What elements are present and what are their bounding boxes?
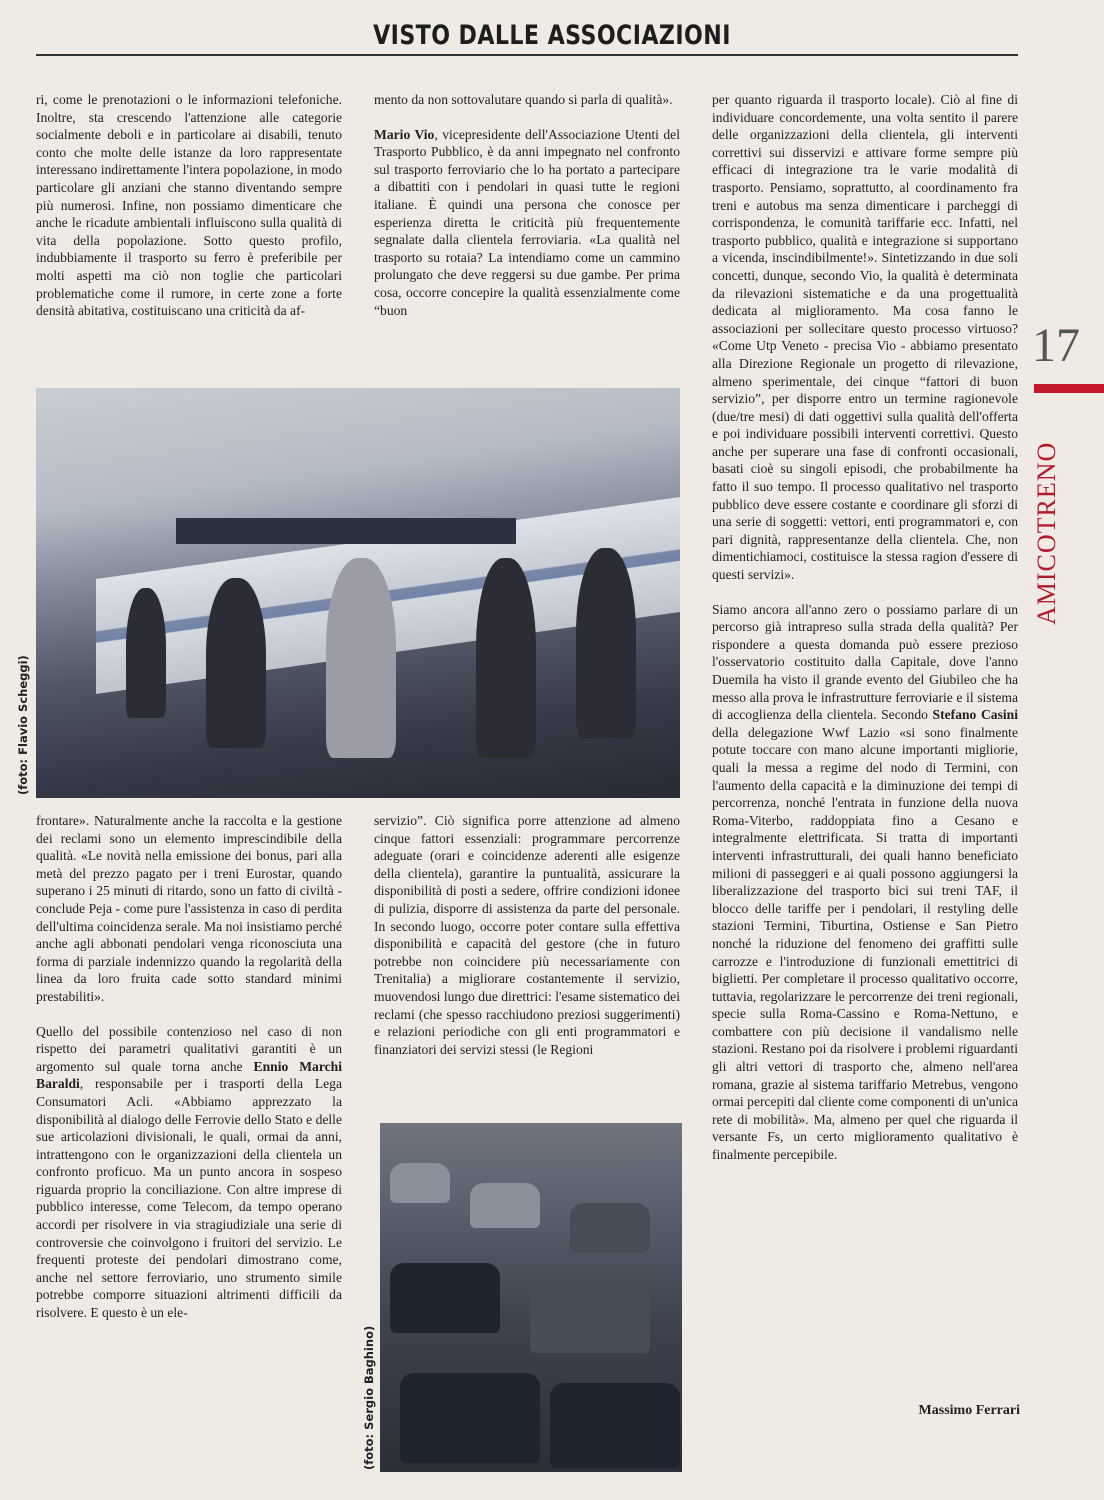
page-header-title: VISTO DALLE ASSOCIAZIONI [373, 20, 731, 51]
person-name: Stefano Casini [932, 707, 1018, 723]
car [570, 1203, 650, 1253]
column-1-top [36, 91, 342, 320]
paragraph: mento da non sottovalutare quando si parla di qualità». [374, 92, 673, 107]
photo-credit-traffic: (foto: Sergio Baghino) [362, 1325, 376, 1470]
passenger [326, 558, 396, 758]
person-name: Ennio Marchi Baraldi [36, 1058, 342, 1092]
train-window [176, 518, 516, 544]
paragraph [36, 1023, 342, 1322]
car [390, 1163, 450, 1203]
column-1-bottom [36, 812, 342, 1322]
passenger [126, 588, 166, 718]
paragraph-text: , responsabile per i trasporti della Lega Consumatori Acli. «Abbiamo apprezzato la disponibilità al dialogo delle Ferrovie dello Stato e delle sue articolazioni divisionali, le quali, ormai da anni, intrattengono con le organizzazioni della clientela un confronto proficuo. Ma un punto ancora in sospeso riguarda proprio la conciliazione. Con altre imprese di pubblico interesse, come Telecom, da tempo operano accordi per risolvere in via stragiudiziale una serie di controversie che coinvolgono i fruitori del servizio. Le frequenti proteste dei pendolari dimostrano come, anche nel settore ferroviario, uno strumento simile potrebbe comporre situazioni altrimenti difficili da risolvere. E questo è un ele- [36, 1076, 342, 1321]
train-photo [36, 388, 680, 798]
paragraph-text: Quello del possibile contenzioso nel caso di non rispetto dei parametri qualitativi garantiti è un argomento sul quale torna anche [36, 1023, 342, 1074]
passenger [476, 558, 536, 758]
car [550, 1383, 680, 1468]
car [400, 1373, 540, 1463]
section-tag: AMICOTRENO [1032, 441, 1061, 625]
paragraph: ri, come le prenotazioni o le informazioni telefoniche. Inoltre, sta crescendo l'attenzione alle categorie socialmente deboli e in particolare ai disabili, tenuto conto che molte delle istanze da loro rappresentate interessano indirettamente l'intera popolazione, in modo particolare gli anziani che stanno diventando sempre più numerosi. Infine, non possiamo dimenticare che anche le ricadute ambientali influiscono sulla qualità di vita della popolazione. Sotto questo profilo, indubbiamente il trasporto su ferro è preferibile per molti aspetti ma ciò non toglie che particolari problematiche come il rumore, in certe zone a forte densità abitativa, costituiscano una criticità da af- [36, 92, 342, 319]
author-byline: Massimo Ferrari [918, 1403, 1020, 1418]
paragraph-text: della delegazione Wwf Lazio «si sono finalmente potute toccare con mano alcune importanti migliorie, quali la messa a regime del nodo di Termini, con l'aumento della capacità e la diminuzione dei tempi di percorrenza, nonché l'entrata in funzione della nuova Roma-Viterbo, raddoppiata fino a Cesano e integralmente elettrificata. Si tratta di importanti interventi infrastrutturali, dei quali hanno beneficiato milioni di passeggeri e ai quali possono aggiungersi la liberalizzazione del trasporto bici sui treni TAF, il blocco delle tariffe per i pendolari, il restyling delle stazioni Termini, Tiburtina, Ostiense e San Pietro nonché la riduzione del fenomeno dei graffitti sulle carrozze e l'introduzione di funzionali emettitrici di biglietti. Per completare il processo qualitativo occorre, tuttavia, regolarizzare le percorrenze dei treni regionali, specie sulla Roma-Cassino e Roma-Nettuno, e combattere con più decisione il vandalismo nelle stazioni. Restano poi da risolvere i problemi riguardanti gli altri vettori di trasporto che, almeno nell'area romana, grazie al sistema tariffario Metrebus, vengono ormai percepiti dal cliente come componenti di un'unica rete di mobilità». Ma, almeno per quel che riguarda il versante Fs, un certo miglioramento qualitativo è finalmente percepibile. [712, 724, 1018, 1163]
paragraph-text: , vicepresidente dell'Associazione Utenti del Trasporto Pubblico, è da anni impegnato nel confronto sul trasporto ferroviario che lo ha portato a partecipare a dibattiti con i pendolari in quasi tutte le regioni italiane. È quindi una persona che conosce per esperienza diretta le criticità più frequentemente segnalate dalla clientela ferroviaria. «La qualità nel trasporto su rotaia? La intendiamo come un cammino prolungato che deve reggersi su due gambe. Per prima cosa, occorre concepire la qualità essenzialmente come “buon [374, 126, 680, 318]
photo-credit-train: (foto: Flavio Scheggi) [16, 655, 30, 795]
column-3 [712, 91, 1018, 1164]
column-2-top [374, 91, 680, 319]
paragraph: servizio”. Ciò significa porre attenzione ad almeno cinque fattori essenziali: programmare percorrenze adeguate (orari e coincidenze aderenti alle esigenze della clientela), garantire la puntualità, assicurare la disponibilità di posti a sedere, offrire condizioni idonee di pulizia, disporre di assistenza da parte del personale. In secondo luogo, occorre poter contare sulla effettiva disponibilità e capacità del gestore (che in futuro potrebbe non coincidere più necessariamente con Trenitalia) a migliorare costantemente il servizio, muovendosi lungo due direttrici: l'esame sistematico dei reclami (che spesso racchiudono preziosi suggerimenti) e relazioni periodiche con gli enti programmatori e finanziatori dei servizi stessi (le Regioni [374, 813, 680, 1057]
car [530, 1283, 650, 1353]
section-color-bar [1034, 384, 1104, 393]
passenger [206, 578, 266, 748]
person-name: Mario Vio [374, 126, 435, 142]
passenger [576, 548, 636, 738]
paragraph-text: Siamo ancora all'anno zero o possiamo parlare di un percorso già intrapreso sulla strada della qualità? Per rispondere a questa domanda può essere prezioso l'osservatorio costituito dalla Capitale, dove l'anno Duemila ha visto il grande evento del Giubileo che ha messo alla prova le infrastrutture ferroviarie e il sistema di accoglienza della clientela. Secondo [712, 601, 1018, 723]
column-2-bottom [374, 812, 680, 1058]
paragraph [712, 601, 1018, 1164]
traffic-photo [380, 1123, 682, 1472]
header-rule [36, 54, 1018, 56]
paragraph: frontare». Naturalmente anche la raccolta e la gestione dei reclami sono un elemento imprescindibile della qualità. «Le novità nella emissione dei bonus, pari alla metà del prezzo pagato per i treni Eurostar, quando superano i 25 minuti di ritardo, sono un fatto di civiltà - conclude Peja - come pure l'assistenza in caso di perdita dell'ultima coincidenza serale. Ma noi insistiamo perché anche agli abbonati pendolari venga riconosciuta una forma di parziale indennizzo quando la regolarità della linea da loro fruita cade sotto standard minimi prestabiliti». [36, 813, 342, 1004]
car [470, 1183, 540, 1228]
car [390, 1263, 500, 1333]
paragraph: per quanto riguarda il trasporto locale). Ciò al fine di individuare concordemente, una volta sentito il parere delle organizzazioni della clientela, gli interventi correttivi sui disservizi e attivare forme sempre più efficaci di integrazione tra le varie modalità di trasporto. Pensiamo, soprattutto, al coordinamento fra treni e autobus ma senza dimenticare i parcheggi di corrispondenza, le comunità tariffarie ecc. Infatti, nel trasporto pubblico, qualità e integrazione si supportano a vicenda, inscindibilmente!». Sintetizzando in due soli concetti, dunque, secondo Vio, la qualità è determinata da rilevazioni sistematiche e da una progettualità dedicata al miglioramento. Ma cosa fanno le associazioni per sollecitare questo processo virtuoso? «Come Utp Veneto - precisa Vio - abbiamo presentato alla Direzione Regionale un progetto di rilevazione, almeno sperimentale, dei cinque “fattori di buon servizio”, per disporre entro un termine ragionevole (due/tre mesi) di dati oggettivi sulla qualità dell'offerta e poi individuare possibili interventi correttivi. Questo anche per superare una fase di confronti occasionali, basati cioè su singoli episodi, che probabilmente ha fatto il suo tempo. Il processo qualitativo nel trasporto pubblico deve essere costante e coordinare gli sforzi di una serie di soggetti: vettori, enti programmatori e, con pari dignità, rappresentanze della clientela. Che, non dimentichiamoci, costituisce la stessa ragion d'essere di questi servizi». [712, 92, 1018, 583]
page-number: 17 [1032, 319, 1080, 372]
paragraph [374, 126, 680, 320]
